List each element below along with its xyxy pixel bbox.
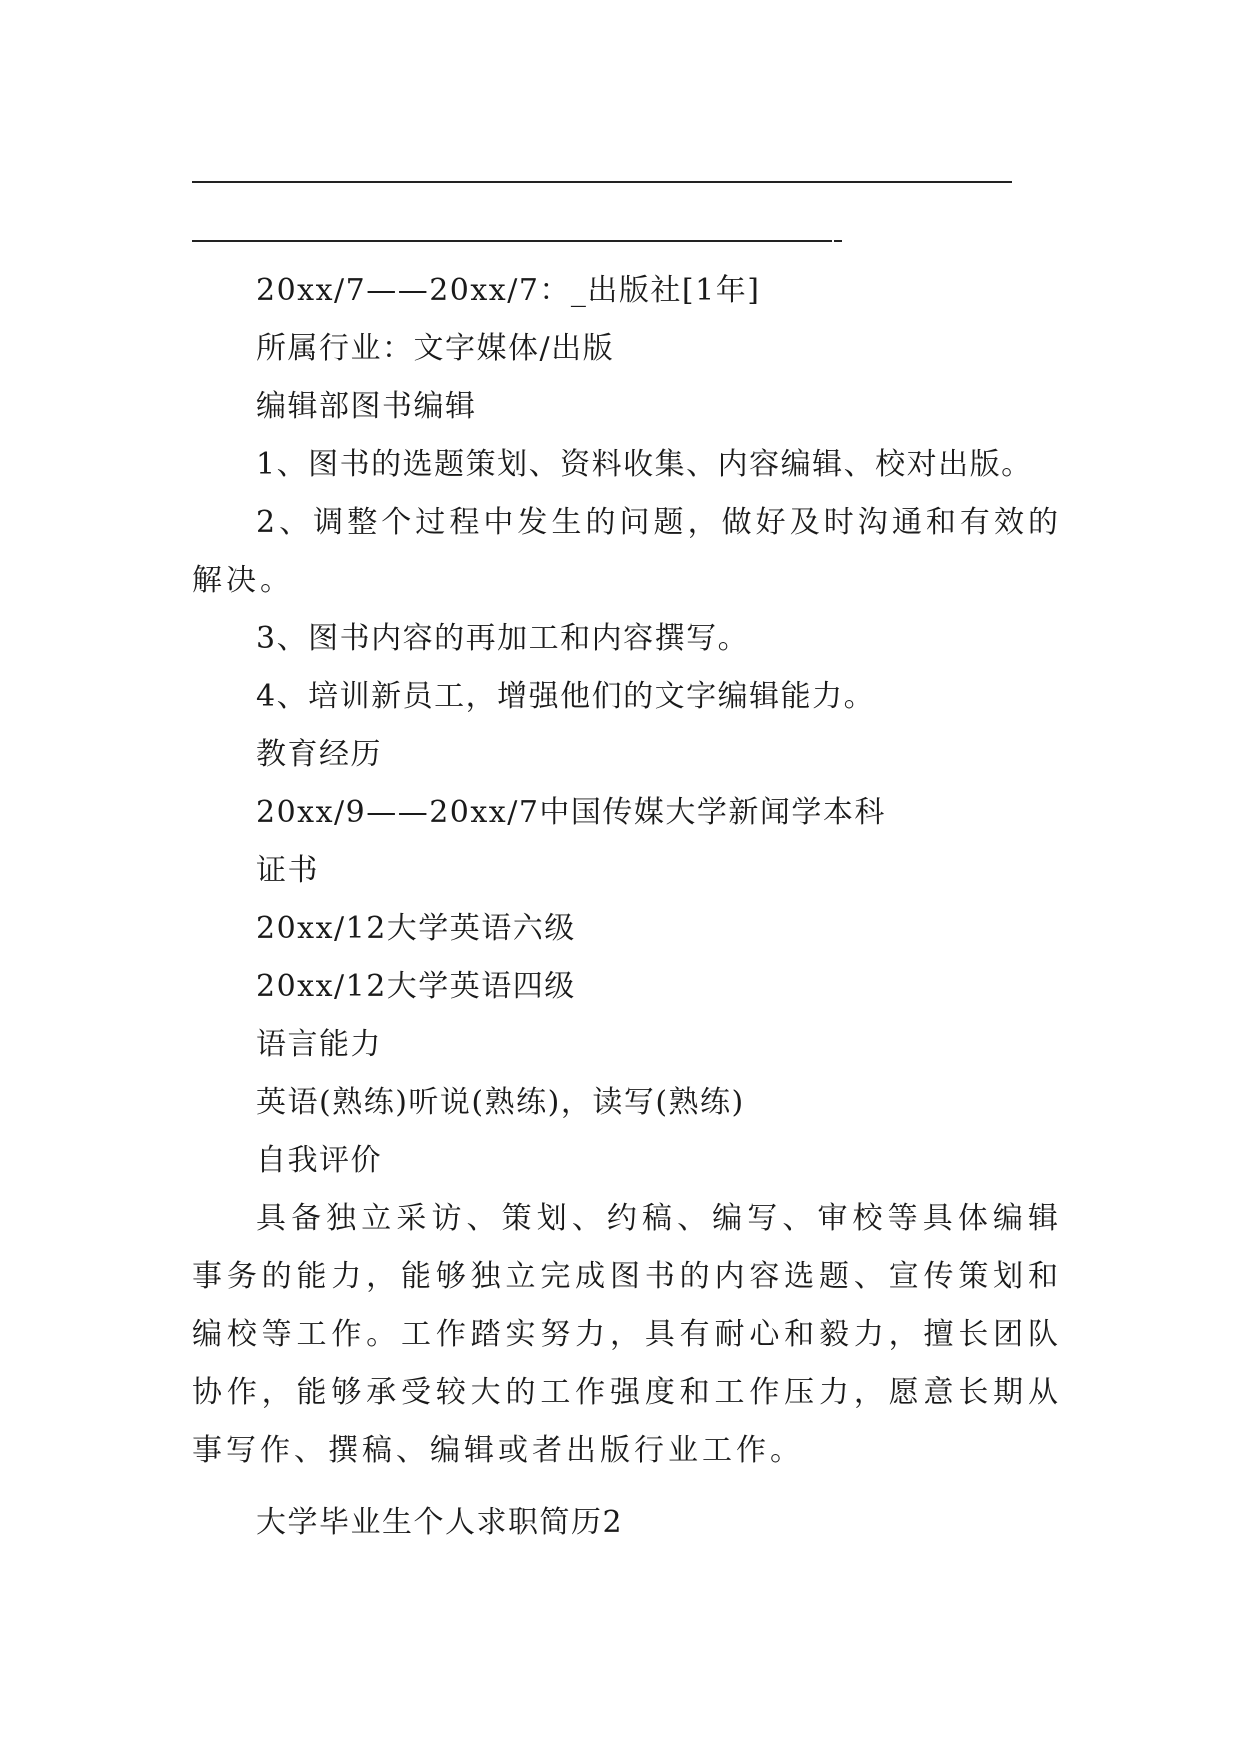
education-entry: 20xx/9——20xx/7中国传媒大学新闻学本科 bbox=[256, 795, 886, 830]
language-entry: 英语(熟练)听说(熟练)，读写(熟练) bbox=[256, 1085, 745, 1120]
duty-item: 2、调整个过程中发生的问题，做好及时沟通和有效的解决。 bbox=[192, 505, 1062, 598]
certificate-item: 20xx/12大学英语六级 bbox=[256, 911, 576, 946]
section-heading-self-evaluation: 自我评价 bbox=[256, 1143, 382, 1178]
section-heading-language: 语言能力 bbox=[256, 1027, 382, 1062]
separator-line bbox=[192, 240, 832, 242]
duty-item: 1、图书的选题策划、资料收集、内容编辑、校对出版。 bbox=[256, 447, 1033, 482]
separator-line bbox=[192, 181, 1012, 183]
next-resume-title: 大学毕业生个人求职简历2 bbox=[256, 1505, 624, 1540]
job-industry: 所属行业：文字媒体/出版 bbox=[256, 331, 615, 366]
job-period-company: 20xx/7——20xx/7：_出版社[1年] bbox=[256, 273, 761, 308]
duty-item: 4、培训新员工，增强他们的文字编辑能力。 bbox=[256, 679, 876, 714]
job-position: 编辑部图书编辑 bbox=[256, 389, 477, 424]
duty-item: 3、图书内容的再加工和内容撰写。 bbox=[256, 621, 750, 656]
section-heading-certificates: 证书 bbox=[256, 853, 319, 888]
document-body bbox=[192, 262, 1062, 1552]
section-heading-education: 教育经历 bbox=[256, 737, 382, 772]
separator-line-tail bbox=[834, 240, 842, 242]
self-evaluation-text: 具备独立采访、策划、约稿、编写、审校等具体编辑事务的能力，能够独立完成图书的内容选题、宣传策划和编校等工作。工作踏实努力，具有耐心和毅力，擅长团队协作，能够承受较大的工作强度和工作压力，愿意长期从事写作、撰稿、编辑或者出版行业工作。 bbox=[192, 1201, 1062, 1468]
certificate-item: 20xx/12大学英语四级 bbox=[256, 969, 576, 1004]
